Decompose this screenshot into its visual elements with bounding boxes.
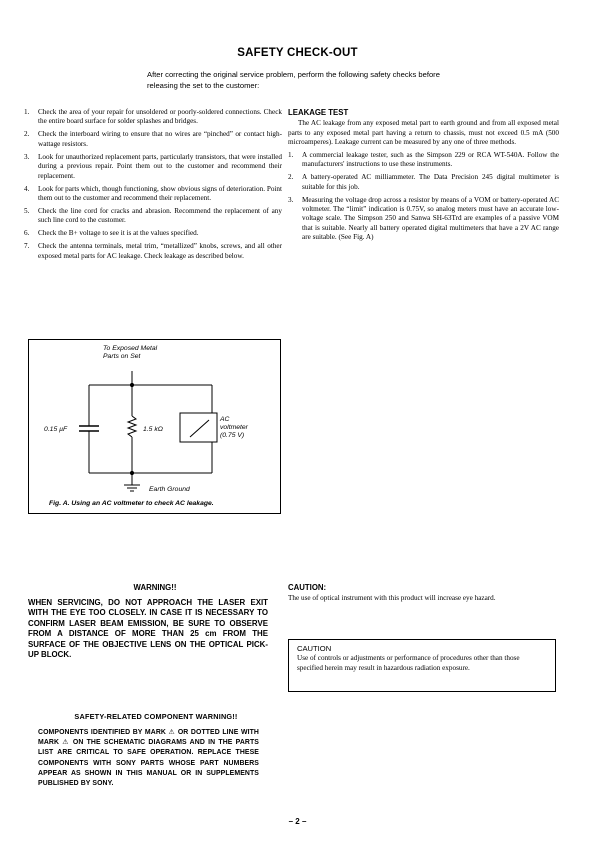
label-voltmeter-line3: (0.75 V) xyxy=(220,432,245,439)
label-capacitor: 0.15 µF xyxy=(44,426,68,433)
check-item xyxy=(24,130,282,149)
caution-box-body: Use of controls or adjustments or performance of procedures other than those specified herein may result in hazardous radiation exposure. xyxy=(297,654,520,672)
intro-text: After correcting the original service problem, perform the following safety checks before releasing the set to the customer: xyxy=(147,70,440,90)
caution-box-title: CAUTION xyxy=(297,644,332,653)
check-text: Look for unauthorized replacement parts, particularly transistors, that were installed during a previous repair. Point them out to the customer and recommend their replacement. xyxy=(38,152,282,180)
check-number: 2. xyxy=(24,130,30,139)
safety-component-title: SAFETY-RELATED COMPONENT WARNING!! xyxy=(74,712,238,721)
page-number: – 2 – xyxy=(288,817,307,826)
check-text: Check the antenna terminals, metal trim, “metallized” knobs, screws, and all other exposed metal parts for AC leakage. Check leakage as described below. xyxy=(38,242,282,260)
method-number: 1. xyxy=(288,150,294,159)
check-item xyxy=(24,207,282,226)
label-voltmeter xyxy=(220,416,248,440)
caution-box xyxy=(288,639,556,692)
label-exposed-metal-line1: To Exposed Metal xyxy=(103,345,158,352)
check-text: Look for parts which, though functioning, show obvious signs of deterioration. Point them out to the customer and recommend their replacement. xyxy=(38,184,282,203)
voltmeter-needle xyxy=(190,420,209,437)
method-item xyxy=(288,151,559,170)
check-number: 7. xyxy=(24,242,30,251)
caution-title: CAUTION: xyxy=(288,583,327,592)
label-voltmeter-line2: voltmeter xyxy=(220,424,248,431)
method-number: 3. xyxy=(288,195,294,204)
warning-title: WARNING!! xyxy=(133,583,177,592)
method-text: A commercial leakage tester, such as the Simpson 229 or RCA WT-540A. Follow the manufacturers' instructions to use these instruments. xyxy=(302,150,559,169)
check-number: 3. xyxy=(24,152,30,161)
check-text: Check the area of your repair for unsoldered or poorly-soldered connections. Check the entire board surface for solder splashes and bridges. xyxy=(38,108,282,126)
method-item xyxy=(288,196,559,243)
figure-caption: Fig. A. Using an AC voltmeter to check AC leakage. xyxy=(49,500,214,507)
leakage-test-paragraph: The AC leakage from any exposed metal part to earth ground and from all exposed metal parts to any exposed metal part having a return to chassis, must not exceed 0.5 mA (500 microamperes). Leakage current can be measured by any one of three methods. xyxy=(288,119,559,147)
check-item xyxy=(24,153,282,181)
method-text: Measuring the voltage drop across a resistor by means of a VOM or battery-operated AC voltmeter. The “limit” indication is 0.75V, so analog meters must have an accurate low-voltage scale. The Simpson 250 and Sanwa SH-63Trd are examples of a passive VOM that is suitable. Nearly all battery operated digital multimeters that have a 2V AC range are suitable. (See Fig. A) xyxy=(302,195,559,242)
check-number: 6. xyxy=(24,229,30,238)
check-item xyxy=(24,229,282,238)
caution-body: The use of optical instrument with this product will increase eye hazard. xyxy=(288,594,496,602)
safety-checks-list xyxy=(24,108,282,265)
page-title: SAFETY CHECK-OUT xyxy=(237,47,358,59)
check-item xyxy=(24,108,282,127)
leakage-methods-list xyxy=(288,151,559,243)
check-text: Check the interboard wiring to ensure that no wires are “pinched” or contact high-wattage resistors. xyxy=(38,130,282,148)
method-number: 2. xyxy=(288,173,294,182)
check-text: Check the line cord for cracks and abrasion. Recommend the replacement of any such line cord to the customer. xyxy=(38,207,282,225)
leakage-test-section xyxy=(288,108,559,246)
leakage-test-heading: LEAKAGE TEST xyxy=(288,108,349,117)
check-number: 4. xyxy=(24,184,30,193)
label-exposed-metal-line2: Parts on Set xyxy=(103,353,141,360)
label-voltmeter-line1: AC xyxy=(220,416,230,423)
warning-body: WHEN SERVICING, DO NOT APPROACH THE LASER EXIT WITH THE EYE TOO CLOSELY. IN CASE IT IS NECESSARY TO CONFIRM LASER BEAM EMISSION, BE SURE TO OBSERVE FROM A DISTANCE OF MORE THAN 25 cm FROM THE SURFACE OF THE OBJECTIVE LENS ON THE OPTICAL PICK-UP BLOCK. xyxy=(28,598,268,660)
label-resistor: 1.5 kΩ xyxy=(143,426,163,433)
figure-a-diagram xyxy=(28,339,281,514)
check-number: 1. xyxy=(24,108,30,116)
method-item xyxy=(288,173,559,192)
safety-component-body: COMPONENTS IDENTIFIED BY MARK ⚠ OR DOTTED LINE WITH MARK ⚠ ON THE SCHEMATIC DIAGRAMS AND IN THE PARTS LIST ARE CRITICAL TO SAFE OPERATION. REPLACE THESE COMPONENTS WITH SONY PARTS WHOSE PART NUMBERS APPEAR AS SHOWN IN THIS MANUAL OR IN SUPPLEMENTS PUBLISHED BY SONY. xyxy=(38,729,259,788)
resistor-zigzag xyxy=(128,416,136,437)
label-exposed-metal xyxy=(103,345,157,361)
check-item xyxy=(24,185,282,204)
voltmeter-box xyxy=(180,413,217,442)
method-text: A battery-operated AC milliammeter. The Data Precision 245 digital multimeter is suitable for this job. xyxy=(302,173,559,191)
check-item xyxy=(24,242,282,261)
check-number: 5. xyxy=(24,207,30,216)
label-earth-ground: Earth Ground xyxy=(149,486,190,493)
check-text: Check the B+ voltage to see it is at the values specified. xyxy=(38,229,199,238)
